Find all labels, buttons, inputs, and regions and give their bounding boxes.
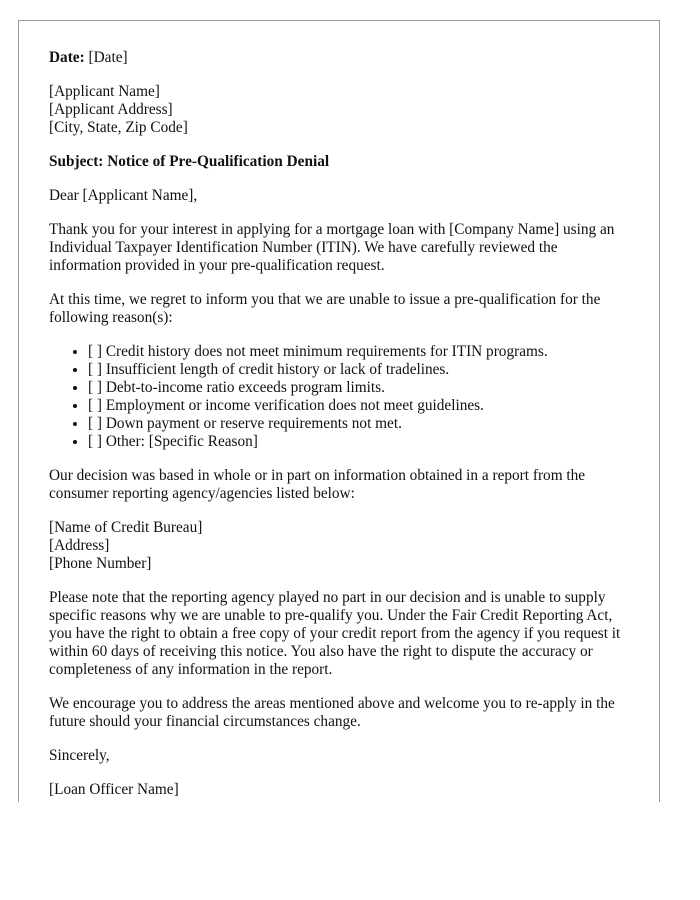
subject-text: Subject: Notice of Pre-Qualification Denial (49, 153, 330, 170)
applicant-address-block (49, 83, 630, 137)
credit-bureau-block (49, 519, 630, 573)
list-item: • [ ] Credit history does not meet minimum requirements for ITIN programs. (88, 343, 630, 361)
applicant-name: [Applicant Name] (49, 83, 160, 100)
list-item: • [ ] Other: [Specific Reason] (88, 433, 630, 451)
reasons-list (49, 343, 630, 451)
date-label: Date: (49, 49, 85, 66)
list-item: • [ ] Employment or income verification does not meet guidelines. (88, 397, 630, 415)
bureau-name: [Name of Credit Bureau] (49, 519, 203, 536)
signature: [Loan Officer Name] (49, 781, 179, 798)
intro-paragraph: Thank you for your interest in applying for a mortgage loan with [Company Name] using an Individual Taxpayer Identification Number (ITIN). We have carefully reviewed the information provided in your pre-qualification request. (49, 221, 615, 274)
letter-page (18, 20, 660, 802)
bureau-address: [Address] (49, 537, 110, 554)
list-item: • [ ] Insufficient length of credit history or lack of tradelines. (88, 361, 630, 379)
date-line (49, 49, 630, 67)
date-value: [Date] (88, 49, 128, 66)
closing: Sincerely, (49, 747, 110, 764)
decision-basis-paragraph: Our decision was based in whole or in part on information obtained in a report from the consumer reporting agency/agencies listed below: (49, 467, 586, 502)
reapply-paragraph: We encourage you to address the areas mentioned above and welcome you to re-apply in the future should your financial circumstances change. (49, 695, 615, 730)
list-item: • [ ] Debt-to-income ratio exceeds program limits. (88, 379, 630, 397)
bureau-phone: [Phone Number] (49, 555, 152, 572)
subject-line (49, 153, 630, 171)
applicant-address: [Applicant Address] (49, 101, 173, 118)
regret-paragraph: At this time, we regret to inform you that we are unable to issue a pre-qualification for the following reason(s): (49, 291, 601, 326)
fcra-paragraph: Please note that the reporting agency played no part in our decision and is unable to supply specific reasons why we are unable to pre-qualify you. Under the Fair Credit Reporting Act, you have the right to obtain a free copy of your credit report from the agency if you request it within 60 days of receiving this notice. You also have the right to dispute the accuracy or completeness of any information in the report. (49, 589, 621, 678)
list-item: • [ ] Down payment or reserve requirements not met. (88, 415, 630, 433)
applicant-city-state-zip: [City, State, Zip Code] (49, 119, 188, 136)
salutation: Dear [Applicant Name], (49, 187, 198, 204)
